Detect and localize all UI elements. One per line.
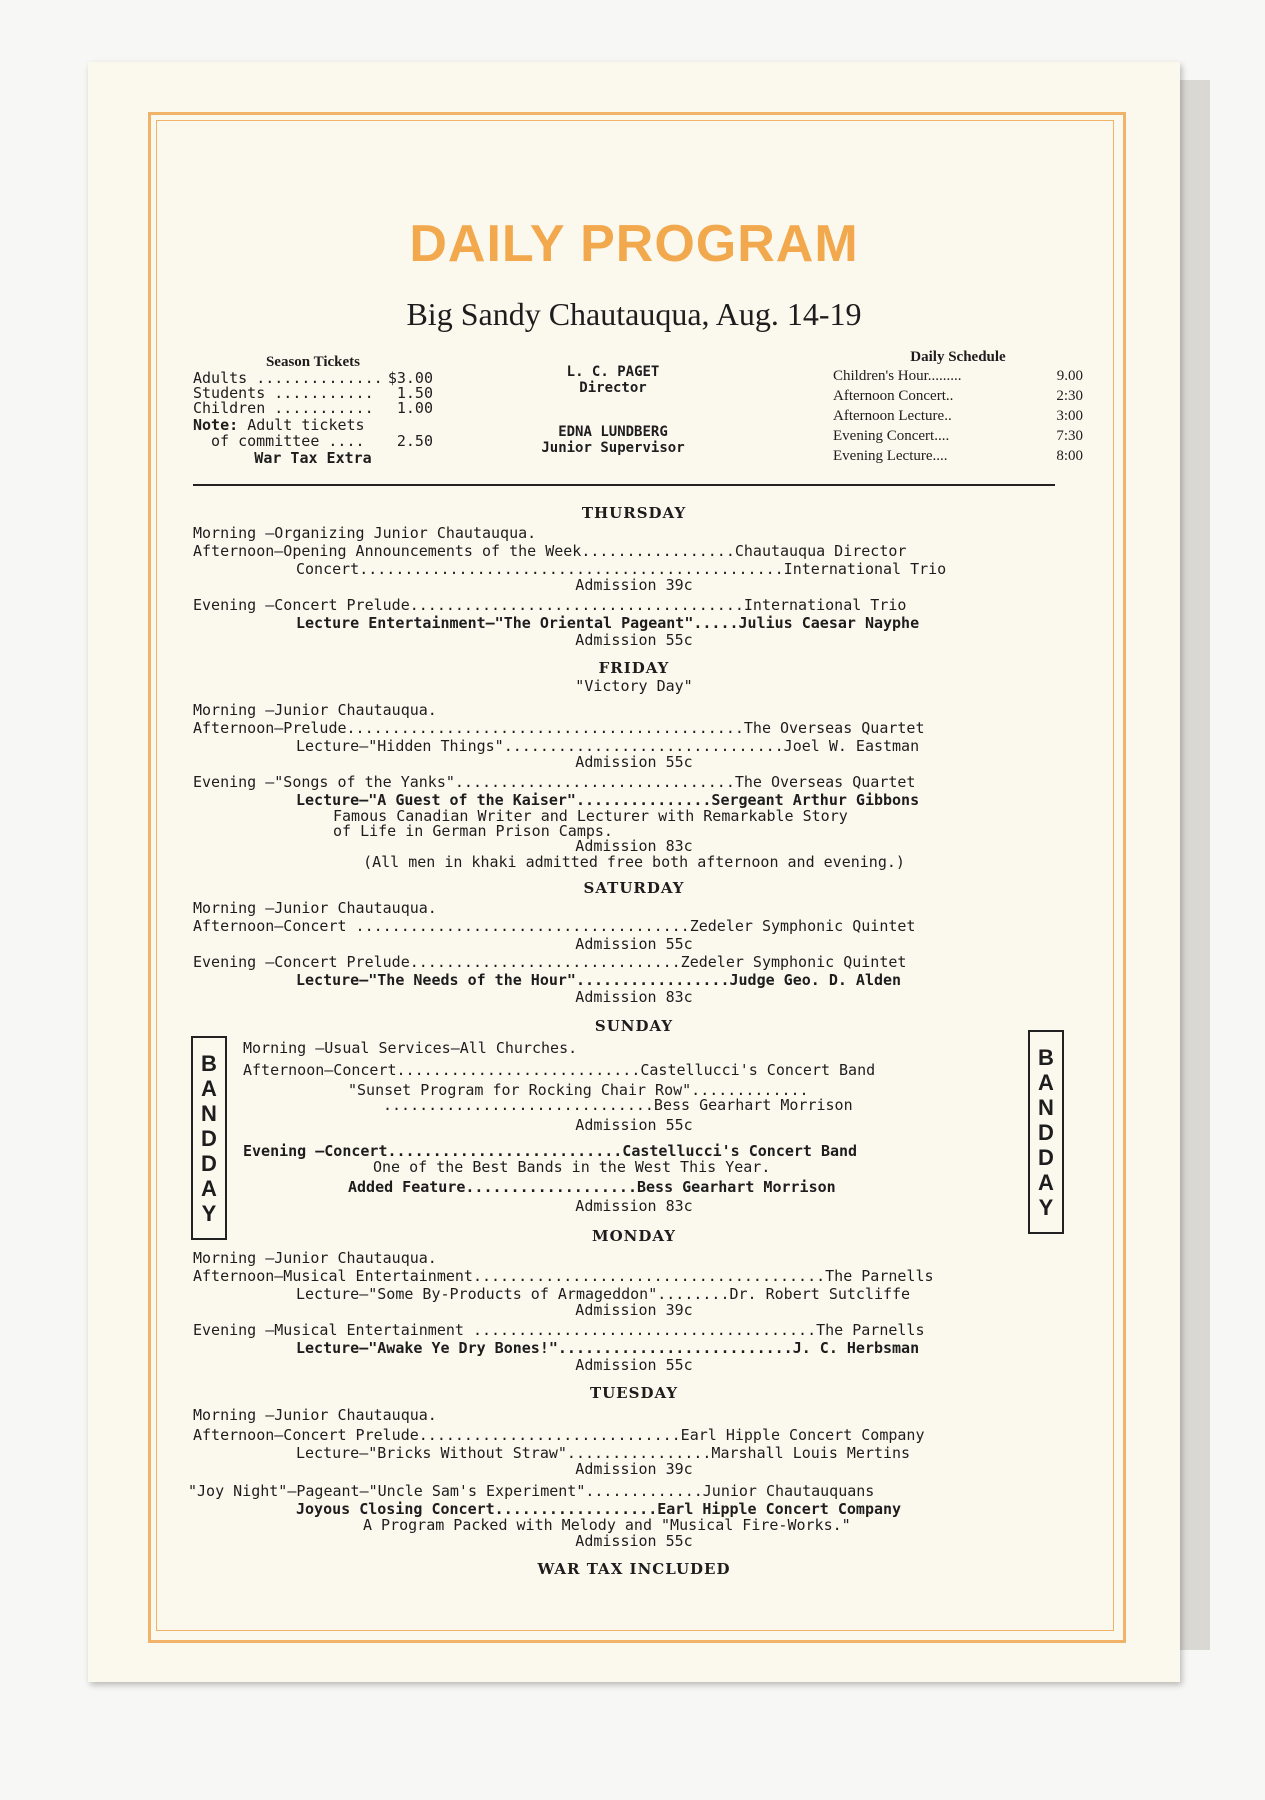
admission-price: Admission 83c	[575, 1197, 693, 1215]
program-line: Evening —Concert Prelude.....................................International Trio	[193, 596, 907, 614]
schedule-label: Afternoon Lecture..	[833, 408, 952, 424]
daily-schedule-heading: Daily Schedule	[910, 349, 1006, 365]
program-line: Afternoon—Opening Announcements of the Week.................Chautauqua Director	[193, 542, 907, 560]
ticket-price: 1.00	[396, 399, 433, 417]
day-heading-thursday: THURSDAY	[581, 504, 687, 522]
band-letter: D	[201, 1125, 217, 1151]
band-letter: N	[201, 1100, 217, 1126]
band-letter: D	[1038, 1144, 1054, 1170]
day-heading-sunday: SUNDAY	[594, 1017, 674, 1035]
junior-supervisor-name: EDNA LUNDBERG	[558, 424, 668, 440]
season-tickets-heading: Season Tickets	[265, 354, 361, 370]
admission-price: Admission 39c	[575, 1301, 693, 1319]
band-letter: A	[201, 1075, 217, 1101]
staff-block	[473, 364, 753, 456]
program-line: "Sunset Program for Rocking Chair Row".............	[348, 1081, 809, 1099]
admission-price: Admission 83c	[575, 837, 693, 855]
daily-schedule	[833, 349, 1083, 466]
admission-price: Admission 55c	[575, 1356, 693, 1374]
junior-supervisor-title: Junior Supervisor	[541, 440, 685, 456]
admission-price: Admission 55c	[575, 631, 693, 649]
band-letter: B	[1038, 1044, 1054, 1070]
band-letter: Y	[201, 1200, 217, 1226]
band-letter: A	[1038, 1169, 1054, 1195]
program-line: Morning —Junior Chautauqua.	[193, 1406, 437, 1424]
page-subtitle: Big Sandy Chautauqua, Aug. 14-19	[406, 296, 862, 332]
program-line: Afternoon—Concert Prelude.............................Earl Hipple Concert Company	[193, 1426, 925, 1444]
schedule-row	[833, 386, 1083, 406]
admission-price: Admission 55c	[575, 753, 693, 771]
schedule-row	[833, 446, 1083, 466]
ticket-label: of committee ....	[211, 432, 365, 450]
admission-price: Admission 55c	[575, 935, 693, 953]
schedule-label: Afternoon Concert..	[833, 388, 954, 404]
admission-price: Admission 55c	[575, 1532, 693, 1550]
band-letter: A	[201, 1175, 217, 1201]
day-heading-monday: MONDAY	[592, 1227, 676, 1245]
director-name: L. C. PAGET	[566, 364, 660, 380]
ticket-price: $3.00	[387, 369, 433, 387]
program-line: Morning —Junior Chautauqua.	[193, 899, 437, 917]
program-line: Lecture Entertainment—"The Oriental Pageant".....Julius Caesar Nayphe	[296, 614, 920, 632]
program-line: Morning —Organizing Junior Chautauqua.	[193, 524, 537, 542]
program-line: Famous Canadian Writer and Lecturer with Remarkable Story	[333, 807, 848, 825]
admission-price: Admission 55c	[575, 1116, 693, 1134]
day-subtitle: "Victory Day"	[575, 677, 693, 695]
ticket-label: Students ...........	[193, 384, 374, 402]
day-heading-saturday: SATURDAY	[583, 879, 685, 897]
admission-price: Admission 39c	[575, 576, 693, 594]
band-letter: B	[201, 1050, 217, 1076]
schedule-label: Children's Hour.........	[833, 368, 962, 384]
program-line: Evening —Concert Prelude..............................Zedeler Symphonic Quintet	[193, 953, 907, 971]
schedule-label: Evening Concert....	[833, 428, 950, 444]
schedule-time: 9.00	[1056, 368, 1083, 384]
program-line: Lecture—"Awake Ye Dry Bones!"..........................J. C. Herbsman	[296, 1339, 920, 1357]
program-line: Evening —Concert..........................Castellucci's Concert Band	[243, 1142, 858, 1160]
schedule-time: 2:30	[1056, 388, 1083, 404]
program-line: Lecture—"The Needs of the Hour".................Judge Geo. D. Alden	[296, 971, 902, 989]
program-line: Concert...............................................International Trio	[296, 560, 947, 578]
war-tax-included: WAR TAX INCLUDED	[537, 1560, 731, 1578]
band-letter: Y	[1038, 1194, 1054, 1220]
admission-price: Admission 83c	[575, 988, 693, 1006]
admission-price: Admission 39c	[575, 1460, 693, 1478]
program-line: Evening —"Songs of the Yanks"...............................The Overseas Quartet	[193, 773, 916, 791]
program-line: Morning —Usual Services—All Churches.	[243, 1039, 578, 1057]
program-line: Morning —Junior Chautauqua.	[193, 1249, 437, 1267]
schedule-row	[833, 406, 1083, 426]
note-text: Adult tickets	[247, 416, 365, 434]
season-tickets	[193, 354, 433, 467]
program-line: "Joy Night"—Pageant—"Uncle Sam's Experiment".............Junior Chautauquans	[188, 1482, 875, 1500]
war-tax-extra: War Tax Extra	[254, 449, 372, 467]
band-letter: N	[1038, 1094, 1054, 1120]
program-line: Evening —Musical Entertainment ......................................The Parnells	[193, 1321, 925, 1339]
divider-rule	[193, 484, 1055, 486]
khaki-note: (All men in khaki admitted free both afternoon and evening.)	[363, 853, 905, 871]
schedule-time: 7:30	[1056, 428, 1083, 444]
schedule-row	[833, 426, 1083, 446]
day-heading-tuesday: TUESDAY	[589, 1384, 679, 1402]
program-line: ..............................Bess Gearhart Morrison	[383, 1096, 853, 1114]
ticket-price: 2.50	[396, 432, 433, 450]
program-line: Afternoon—Concert .....................................Zedeler Symphonic Quintet	[193, 917, 916, 935]
ticket-label: Adults ..............	[193, 369, 383, 387]
program-line: Lecture—"Hidden Things"...............................Joel W. Eastman	[296, 737, 920, 755]
program-line: One of the Best Bands in the West This Year.	[373, 1158, 771, 1176]
program-line: Joyous Closing Concert..................Earl Hipple Concert Company	[296, 1500, 902, 1518]
band-letter: D	[201, 1150, 217, 1176]
program-line: Afternoon—Prelude............................................The Overseas Quartet	[193, 719, 925, 737]
band-letter: D	[1038, 1119, 1054, 1145]
program-content	[173, 124, 1095, 1624]
program-line: A Program Packed with Melody and "Musical Fire-Works."	[363, 1516, 851, 1534]
program-line: Afternoon—Concert...........................Castellucci's Concert Band	[243, 1061, 876, 1079]
note-label: Note:	[193, 416, 239, 434]
program-line: Afternoon—Musical Entertainment.......................................The Parnells	[193, 1267, 934, 1285]
band-letter: A	[1038, 1069, 1054, 1095]
schedule-row	[833, 366, 1083, 386]
director-title: Director	[579, 380, 647, 396]
program-line: Added Feature...................Bess Gearhart Morrison	[348, 1178, 836, 1196]
schedule-label: Evening Lecture....	[833, 448, 948, 464]
day-heading-friday: FRIDAY	[598, 659, 670, 677]
page-title: DAILY PROGRAM	[409, 215, 859, 273]
schedule-time: 8:00	[1056, 448, 1083, 464]
schedule-time: 3:00	[1056, 408, 1083, 424]
program-line: Lecture—"Bricks Without Straw"................Marshall Louis Mertins	[296, 1444, 911, 1462]
program-line: of Life in German Prison Camps.	[333, 822, 613, 840]
ticket-price: 1.50	[396, 384, 433, 402]
program-line: Lecture—"A Guest of the Kaiser"...............Sergeant Arthur Gibbons	[296, 791, 920, 809]
program-line: Lecture—"Some By-Products of Armageddon"........Dr. Robert Sutcliffe	[296, 1285, 911, 1303]
ticket-row	[193, 401, 433, 416]
ticket-row	[193, 434, 433, 449]
program-line: Morning —Junior Chautauqua.	[193, 701, 437, 719]
program-card	[88, 62, 1180, 1682]
ticket-label: Children ...........	[193, 399, 374, 417]
